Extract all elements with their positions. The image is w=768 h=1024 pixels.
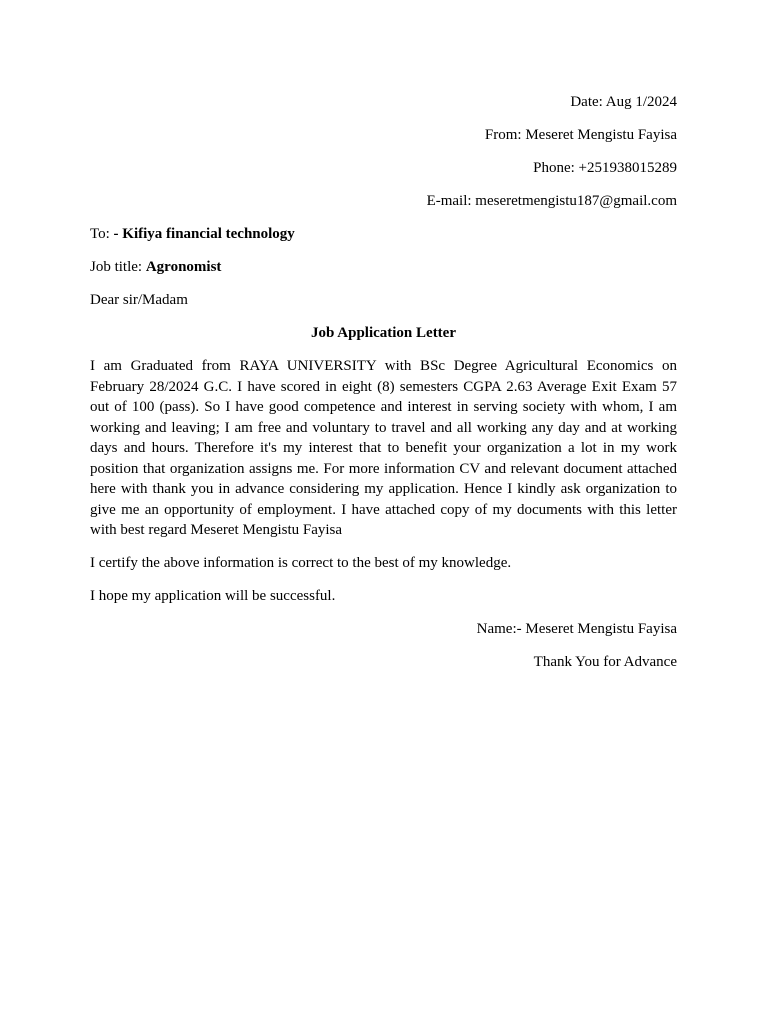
job-title-label: Job title: bbox=[90, 259, 146, 275]
letter-date: Date: Aug 1/2024 bbox=[570, 94, 677, 110]
job-title-value: Agronomist bbox=[145, 259, 222, 275]
hope-statement: I hope my application will be successful. bbox=[90, 587, 336, 604]
letter-page bbox=[90, 92, 677, 685]
recipient-label: To: bbox=[90, 226, 114, 242]
letter-from: From: Meseret Mengistu Fayisa bbox=[484, 127, 677, 143]
closing-thanks: Thank You for Advance bbox=[533, 653, 677, 670]
signature-name: Name:- Meseret Mengistu Fayisa bbox=[476, 620, 677, 637]
recipient-line bbox=[90, 224, 677, 244]
letter-email: E-mail: meseretmengistu187@gmail.com bbox=[426, 193, 677, 209]
main-paragraph: I am Graduated from RAYA UNIVERSITY with BSc Degree Agricultural Economics on February 28/2024 G.C. I have scored in eight (8) semesters CGPA 2.63 Average Exit Exam 57 out of 100 (pass). So I have good competence and interest in serving society with whom, I am working and leaving; I am free and voluntary to travel and all working any day and at working days and hours. Therefore it's my interest that to benefit your organization a lot in my work position that organization assigns me. For more information CV and relevant document attached here with thank you in advance considering my application. Hence I kindly ask organization to give me an opportunity of employment. I have attached copy of my documents with this letter with best regard Meseret Mengistu Fayisa bbox=[90, 358, 677, 538]
salutation: Dear sir/Madam bbox=[90, 292, 188, 308]
letter-phone: Phone: +251938015289 bbox=[533, 160, 677, 176]
letter-title: Job Application Letter bbox=[311, 325, 456, 341]
recipient-value: - Kifiya financial technology bbox=[113, 226, 295, 242]
certify-statement: I certify the above information is correct to the best of my knowledge. bbox=[90, 554, 512, 571]
job-title-line bbox=[90, 257, 677, 277]
